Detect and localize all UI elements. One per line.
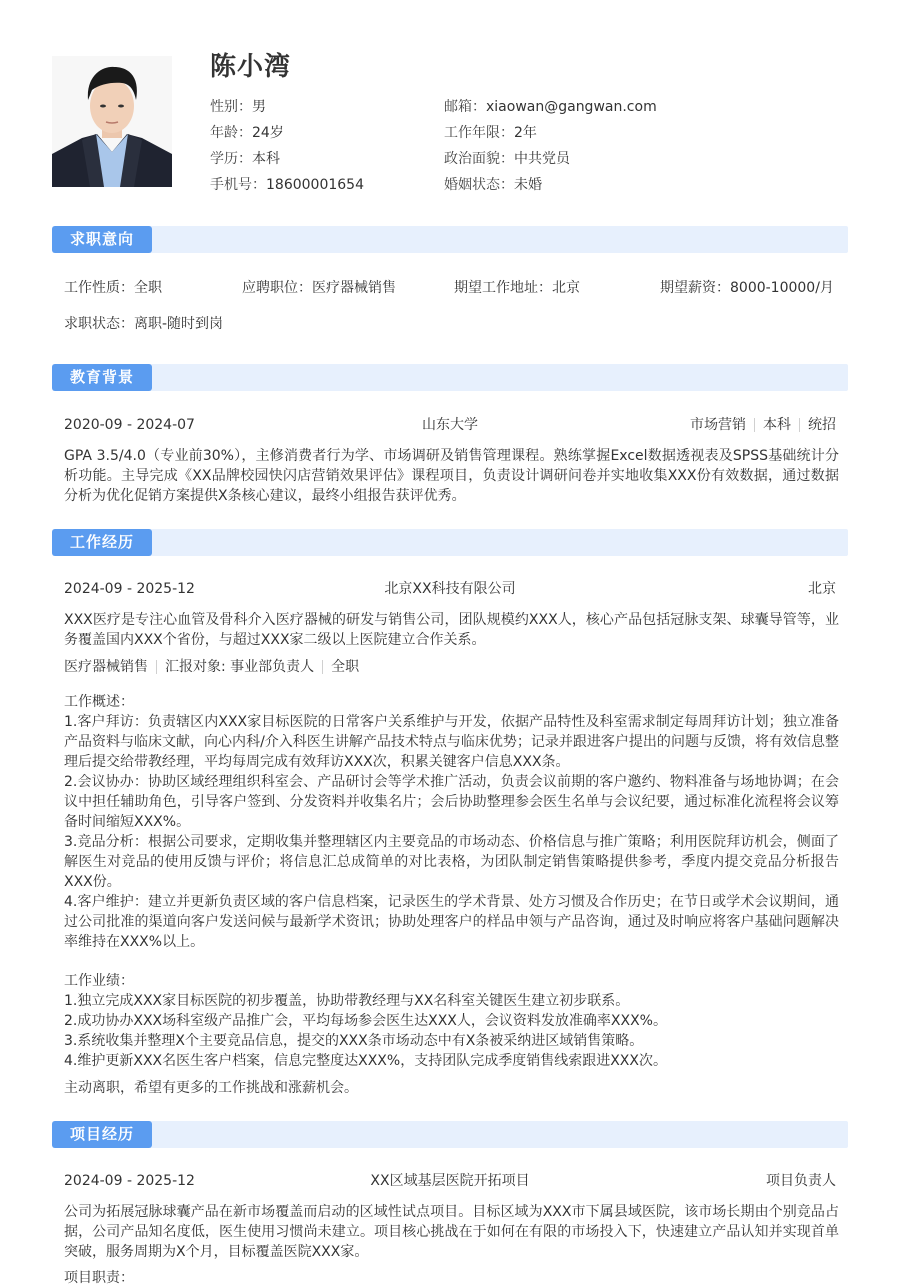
section-title-intent: 求职意向 xyxy=(52,226,152,253)
education-enrollment: 统招 xyxy=(808,417,836,433)
work-overview-title: 工作概述： xyxy=(64,694,134,710)
section-header-education xyxy=(52,364,848,391)
profile-photo xyxy=(52,56,172,187)
work-overview-item: 2.会议协办：协助区域经理组织科室会、产品研讨会等学术推广活动，负责会议前期的客户邀约、物料准备与场地协调；在会议中担任辅助角色，引导客户签到、分发资料并收集名片；会后协助整理参会医生名单与会议纪要，通过标准化流程将会议筹备时间缩短XXX%。 xyxy=(64,774,839,830)
project-name: XX区域基层医院开拓项目 xyxy=(370,1173,530,1189)
work-leave-reason: 主动离职，希望有更多的工作挑战和涨薪机会。 xyxy=(64,1080,358,1096)
project-description: 公司为拓展冠脉球囊产品在新市场覆盖而启动的区域性试点项目。目标区域为XXX市下属县域医院，该市场长期由个别竞品占据，公司产品知名度低，医生使用习惯尚未建立。项目核心挑战在于如何在有限的市场投入下，快速建立产品认知并实现首单突破，服务周期为X个月，目标覆盖医院XXX家。 xyxy=(64,1204,839,1260)
work-tags xyxy=(64,657,839,677)
section-header-project xyxy=(52,1121,848,1148)
work-report-tag: 汇报对象: 事业部负责人 xyxy=(165,659,315,675)
work-overview-item: 4.客户维护：建立并更新负责区域的客户信息档案，记录医生的学术背景、处方习惯及合作历史；在节日或学术会议期间，通过公司批准的渠道向客户发送问候与最新学术资讯；协助处理客户的样品申领与产品咨询，通过及时响应将客户基础问题解决率维持在XXX%以上。 xyxy=(64,894,839,950)
work-period: 2024-09 - 2025-12 xyxy=(64,581,195,597)
intent-salary: 期望薪资：8000-10000/月 xyxy=(660,280,834,296)
education-summary-row xyxy=(64,415,836,435)
info-phone: 手机号：18600001654 xyxy=(210,177,364,193)
education-description: GPA 3.5/4.0（专业前30%），主修消费者行为学、市场调研及销售管理课程。熟练掌握Excel数据透视表及SPSS基础统计分析功能。主导完成《XX品牌校园快闪店营销效果评估》课程项目，负责设计调研问卷并实地收集XXX份有效数据，通过数据分析为优化促销方案提供X条核心建议，最终小组报告获评优秀。 xyxy=(64,448,839,504)
work-type-tag: 全职 xyxy=(331,659,360,675)
work-achievements-title: 工作业绩： xyxy=(64,973,134,989)
divider xyxy=(156,660,157,674)
work-achievements xyxy=(64,971,839,1071)
intent-job-type: 工作性质：全职 xyxy=(64,280,162,296)
work-company-intro: XXX医疗是专注心血管及骨科介入医疗器械的研发与销售公司，团队规模约XXX人，核心产品包括冠脉支架、球囊导管等，业务覆盖国内XXX个省份，与超过XXX家二级以上医院建立合作关系。 xyxy=(64,612,839,648)
section-title-education: 教育背景 xyxy=(52,364,152,391)
info-political-status: 政治面貌：中共党员 xyxy=(444,151,570,167)
work-achievement-item: 4.维护更新XXX名医生客户档案，信息完整度达XXX%，支持团队完成季度销售线索跟进XXX次。 xyxy=(64,1053,667,1069)
work-company: 北京XX科技有限公司 xyxy=(384,581,516,597)
project-role: 项目负责人 xyxy=(766,1173,836,1189)
intent-status: 求职状态：离职-随时到岗 xyxy=(64,316,224,332)
section-title-project: 项目经历 xyxy=(52,1121,152,1148)
info-degree: 学历：本科 xyxy=(210,151,280,167)
education-major: 市场营销 xyxy=(690,417,746,433)
work-overview-item: 3.竞品分析：根据公司要求，定期收集并整理辖区内主要竞品的市场动态、价格信息与推广策略；利用医院拜访机会，侧面了解医生对竞品的使用反馈与评价；将信息汇总成简单的对比表格，为团队制定销售策略提供参考，季度内提交竞品分析报告XXX份。 xyxy=(64,834,839,890)
basic-info-right xyxy=(444,94,657,198)
info-work-years: 工作年限：2年 xyxy=(444,125,537,141)
work-overview-item: 1.客户拜访：负责辖区内XXX家目标医院的日常客户关系维护与开发，依据产品特性及科室需求制定每周拜访计划；独立准备产品资料与临床文献，向心内科/介入科医生讲解产品技术特点与临床优势；记录并跟进客户提出的问题与反馈，将有效信息整理后提交给带教经理，平均每周完成有效拜访XXX次，积累关键客户信息XXX条。 xyxy=(64,714,839,770)
portrait-icon xyxy=(52,56,172,187)
divider xyxy=(322,660,323,674)
intent-position: 应聘职位：医疗器械销售 xyxy=(242,280,396,296)
divider xyxy=(754,418,755,432)
section-header-work xyxy=(52,529,848,556)
section-title-work: 工作经历 xyxy=(52,529,152,556)
education-school: 山东大学 xyxy=(422,417,478,433)
work-role-tag: 医疗器械销售 xyxy=(64,659,148,675)
work-overview xyxy=(64,692,839,952)
work-location: 北京 xyxy=(808,581,836,597)
education-period: 2020-09 - 2024-07 xyxy=(64,417,195,433)
intent-location: 期望工作地址：北京 xyxy=(454,280,580,296)
info-email: 邮箱：xiaowan@gangwan.com xyxy=(444,99,657,115)
work-summary-row xyxy=(64,579,836,599)
project-period: 2024-09 - 2025-12 xyxy=(64,1173,195,1189)
project-summary-row xyxy=(64,1171,836,1191)
info-age: 年龄：24岁 xyxy=(210,125,284,141)
section-header-intent xyxy=(52,226,848,253)
info-marital-status: 婚姻状态：未婚 xyxy=(444,177,542,193)
basic-info-left xyxy=(210,94,364,198)
candidate-name: 陈小湾 xyxy=(210,52,292,82)
divider xyxy=(799,418,800,432)
work-achievement-item: 1.独立完成XXX家目标医院的初步覆盖，协助带教经理与XX名科室关键医生建立初步联系。 xyxy=(64,993,630,1009)
work-achievement-item: 2.成功协办XXX场科室级产品推广会，平均每场参会医生达XXX人，会议资料发放准确率XXX%。 xyxy=(64,1013,667,1029)
info-gender: 性别：男 xyxy=(210,99,266,115)
education-tags xyxy=(690,415,836,435)
education-degree: 本科 xyxy=(763,417,791,433)
project-responsibilities-title: 项目职责： xyxy=(64,1270,134,1286)
work-achievement-item: 3.系统收集并整理X个主要竞品信息，提交的XXX条市场动态中有X条被采纳进区域销售策略。 xyxy=(64,1033,644,1049)
profile-header xyxy=(52,52,848,192)
